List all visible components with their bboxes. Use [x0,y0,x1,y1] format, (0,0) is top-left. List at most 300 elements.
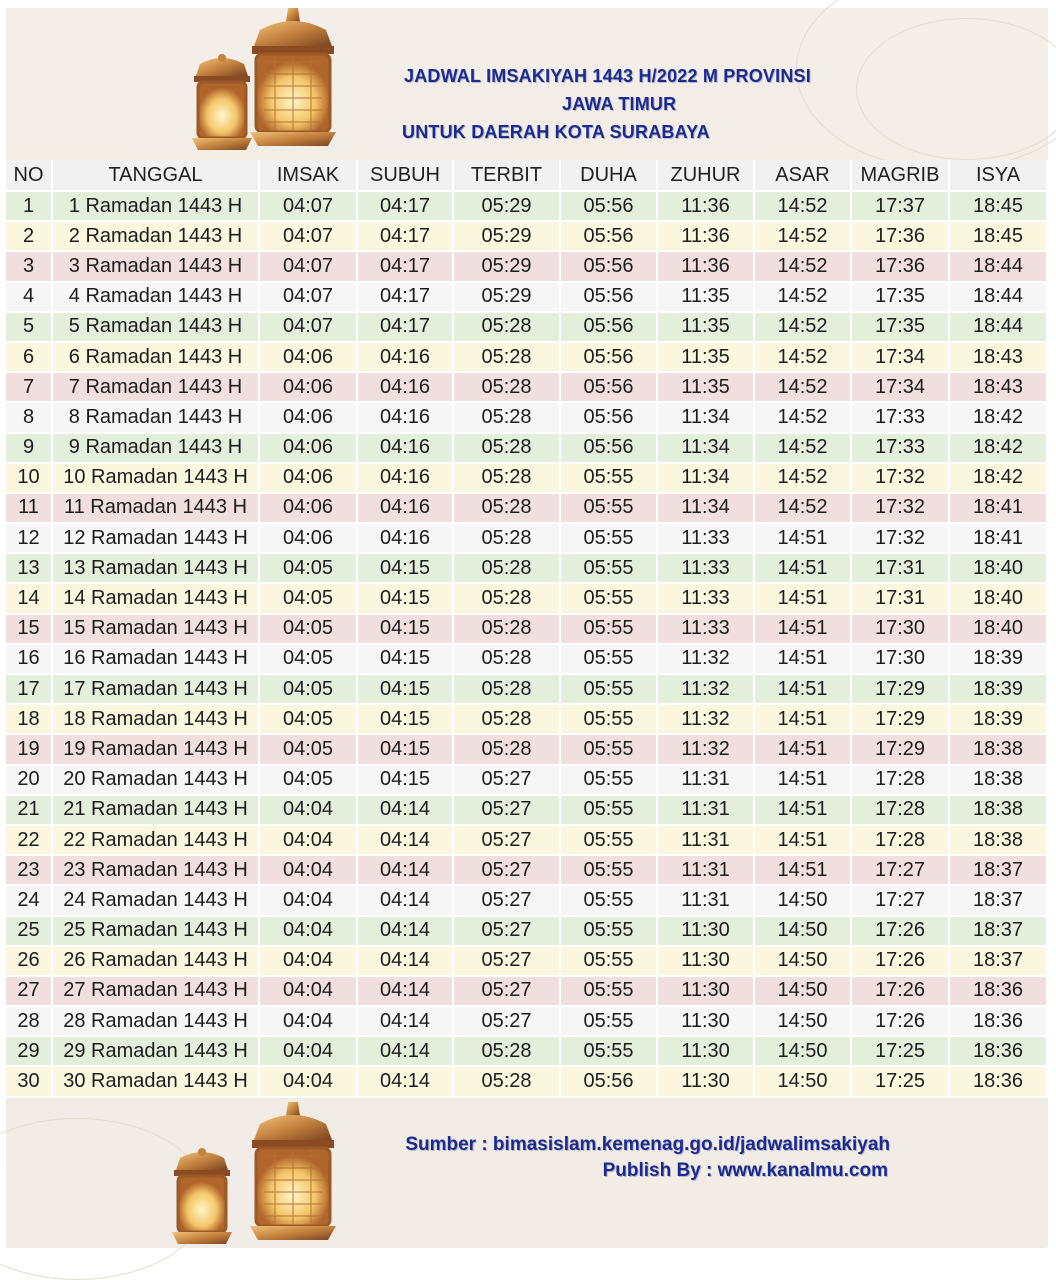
cell-isya: 18:44 [950,252,1048,282]
cell-terbit: 05:28 [454,373,561,403]
cell-duha: 05:56 [561,192,658,222]
cell-terbit: 05:27 [454,796,561,826]
cell-tanggal: 15 Ramadan 1443 H [53,615,260,645]
table-row [6,554,1048,584]
cell-asar: 14:51 [755,584,852,614]
cell-isya: 18:36 [950,977,1048,1007]
header-no: NO [6,160,53,192]
cell-duha: 05:55 [561,705,658,735]
cell-imsak: 04:04 [260,796,358,826]
cell-magrib: 17:33 [852,434,950,464]
header-isya: ISYA [950,160,1048,192]
cell-terbit: 05:28 [454,615,561,645]
cell-asar: 14:50 [755,1007,852,1037]
cell-subuh: 04:15 [358,554,454,584]
cell-no: 24 [6,886,53,916]
cell-zuhur: 11:30 [658,947,755,977]
cell-imsak: 04:06 [260,373,358,403]
cell-subuh: 04:14 [358,1007,454,1037]
cell-tanggal: 1 Ramadan 1443 H [53,192,260,222]
cell-no: 27 [6,977,53,1007]
cell-zuhur: 11:34 [658,494,755,524]
cell-asar: 14:50 [755,947,852,977]
cell-subuh: 04:17 [358,283,454,313]
cell-imsak: 04:06 [260,464,358,494]
cell-no: 3 [6,252,53,282]
header-duha: DUHA [561,160,658,192]
cell-subuh: 04:16 [358,524,454,554]
cell-subuh: 04:14 [358,917,454,947]
cell-zuhur: 11:36 [658,192,755,222]
cell-imsak: 04:06 [260,524,358,554]
cell-terbit: 05:27 [454,886,561,916]
cell-magrib: 17:36 [852,252,950,282]
cell-zuhur: 11:30 [658,1007,755,1037]
cell-no: 19 [6,735,53,765]
cell-tanggal: 27 Ramadan 1443 H [53,977,260,1007]
cell-no: 20 [6,766,53,796]
cell-duha: 05:56 [561,373,658,403]
table-row [6,252,1048,282]
cell-duha: 05:56 [561,1067,658,1097]
cell-zuhur: 11:35 [658,373,755,403]
cell-tanggal: 13 Ramadan 1443 H [53,554,260,584]
cell-subuh: 04:17 [358,222,454,252]
cell-terbit: 05:29 [454,192,561,222]
cell-imsak: 04:04 [260,917,358,947]
cell-tanggal: 28 Ramadan 1443 H [53,1007,260,1037]
cell-duha: 05:56 [561,313,658,343]
cell-zuhur: 11:33 [658,615,755,645]
cell-isya: 18:39 [950,705,1048,735]
cell-asar: 14:52 [755,464,852,494]
cell-terbit: 05:28 [454,403,561,433]
cell-terbit: 05:28 [454,1037,561,1067]
cell-terbit: 05:27 [454,1007,561,1037]
cell-asar: 14:50 [755,1037,852,1067]
cell-duha: 05:55 [561,615,658,645]
cell-imsak: 04:05 [260,554,358,584]
cell-zuhur: 11:30 [658,1037,755,1067]
cell-subuh: 04:14 [358,947,454,977]
cell-asar: 14:52 [755,252,852,282]
table-row [6,524,1048,554]
header-tanggal: TANGGAL [53,160,260,192]
cell-zuhur: 11:33 [658,584,755,614]
cell-tanggal: 23 Ramadan 1443 H [53,856,260,886]
cell-magrib: 17:29 [852,735,950,765]
title-line-2: JAWA TIMUR [562,94,677,114]
cell-no: 7 [6,373,53,403]
cell-duha: 05:55 [561,645,658,675]
cell-subuh: 04:16 [358,343,454,373]
cell-no: 13 [6,554,53,584]
cell-zuhur: 11:35 [658,313,755,343]
cell-asar: 14:52 [755,373,852,403]
cell-magrib: 17:28 [852,826,950,856]
cell-asar: 14:51 [755,826,852,856]
cell-terbit: 05:29 [454,283,561,313]
lantern-icon [160,1102,370,1252]
cell-isya: 18:40 [950,584,1048,614]
cell-asar: 14:51 [755,796,852,826]
cell-terbit: 05:27 [454,766,561,796]
cell-duha: 05:55 [561,584,658,614]
cell-asar: 14:51 [755,615,852,645]
table-row [6,977,1048,1007]
cell-tanggal: 4 Ramadan 1443 H [53,283,260,313]
cell-imsak: 04:05 [260,615,358,645]
cell-isya: 18:41 [950,524,1048,554]
cell-no: 25 [6,917,53,947]
cell-imsak: 04:06 [260,403,358,433]
cell-zuhur: 11:34 [658,464,755,494]
cell-terbit: 05:29 [454,222,561,252]
cell-zuhur: 11:33 [658,554,755,584]
cell-zuhur: 11:34 [658,403,755,433]
cell-magrib: 17:29 [852,705,950,735]
cell-no: 4 [6,283,53,313]
cell-isya: 18:38 [950,796,1048,826]
table-row [6,886,1048,916]
cell-subuh: 04:16 [358,403,454,433]
cell-subuh: 04:14 [358,1037,454,1067]
cell-tanggal: 10 Ramadan 1443 H [53,464,260,494]
cell-terbit: 05:28 [454,675,561,705]
cell-terbit: 05:28 [454,735,561,765]
cell-imsak: 04:06 [260,434,358,464]
cell-imsak: 04:05 [260,645,358,675]
cell-duha: 05:56 [561,434,658,464]
cell-no: 9 [6,434,53,464]
cell-duha: 05:55 [561,524,658,554]
table-row [6,313,1048,343]
cell-magrib: 17:28 [852,766,950,796]
table-row [6,584,1048,614]
table-row [6,675,1048,705]
cell-zuhur: 11:34 [658,434,755,464]
title-line-1: JADWAL IMSAKIYAH 1443 H/2022 M PROVINSI [404,66,811,86]
cell-asar: 14:51 [755,705,852,735]
cell-imsak: 04:04 [260,1067,358,1097]
cell-terbit: 05:28 [454,1067,561,1097]
table-row [6,343,1048,373]
table-row [6,645,1048,675]
cell-imsak: 04:07 [260,252,358,282]
table-row [6,403,1048,433]
cell-zuhur: 11:31 [658,826,755,856]
cell-asar: 14:52 [755,494,852,524]
cell-duha: 05:56 [561,343,658,373]
cell-magrib: 17:31 [852,554,950,584]
cell-zuhur: 11:35 [658,343,755,373]
cell-terbit: 05:28 [454,494,561,524]
table-row [6,766,1048,796]
cell-no: 29 [6,1037,53,1067]
cell-subuh: 04:14 [358,796,454,826]
table-row [6,1037,1048,1067]
cell-no: 10 [6,464,53,494]
cell-asar: 14:50 [755,977,852,1007]
cell-isya: 18:37 [950,917,1048,947]
header-imsak: IMSAK [260,160,358,192]
cell-imsak: 04:07 [260,283,358,313]
table-row [6,1007,1048,1037]
cell-imsak: 04:04 [260,977,358,1007]
cell-isya: 18:44 [950,313,1048,343]
title-line-3: UNTUK DAERAH KOTA SURABAYA [402,122,710,142]
cell-magrib: 17:37 [852,192,950,222]
cell-magrib: 17:36 [852,222,950,252]
cell-tanggal: 8 Ramadan 1443 H [53,403,260,433]
cell-magrib: 17:34 [852,373,950,403]
cell-imsak: 04:04 [260,1007,358,1037]
cell-duha: 05:56 [561,222,658,252]
source-text: Sumber : bimasislam.kemenag.go.id/jadwalimsakiyah [405,1134,890,1155]
cell-magrib: 17:34 [852,343,950,373]
header-asar: ASAR [755,160,852,192]
cell-subuh: 04:16 [358,434,454,464]
cell-isya: 18:36 [950,1007,1048,1037]
cell-tanggal: 12 Ramadan 1443 H [53,524,260,554]
cell-tanggal: 5 Ramadan 1443 H [53,313,260,343]
cell-imsak: 04:06 [260,494,358,524]
cell-duha: 05:55 [561,947,658,977]
cell-asar: 14:52 [755,283,852,313]
cell-magrib: 17:35 [852,283,950,313]
cell-asar: 14:52 [755,313,852,343]
cell-terbit: 05:27 [454,917,561,947]
cell-isya: 18:37 [950,947,1048,977]
cell-no: 8 [6,403,53,433]
cell-isya: 18:45 [950,192,1048,222]
cell-terbit: 05:27 [454,826,561,856]
table-row [6,283,1048,313]
cell-imsak: 04:07 [260,313,358,343]
cell-subuh: 04:14 [358,886,454,916]
cell-isya: 18:42 [950,434,1048,464]
cell-asar: 14:52 [755,434,852,464]
cell-asar: 14:50 [755,1067,852,1097]
cell-magrib: 17:35 [852,313,950,343]
table-row [6,856,1048,886]
cell-subuh: 04:17 [358,192,454,222]
cell-tanggal: 7 Ramadan 1443 H [53,373,260,403]
cell-magrib: 17:31 [852,584,950,614]
cell-isya: 18:43 [950,343,1048,373]
header-magrib: MAGRIB [852,160,950,192]
cell-isya: 18:36 [950,1067,1048,1097]
cell-tanggal: 17 Ramadan 1443 H [53,675,260,705]
table-row [6,735,1048,765]
cell-asar: 14:51 [755,554,852,584]
cell-zuhur: 11:32 [658,645,755,675]
cell-no: 14 [6,584,53,614]
table-row [6,373,1048,403]
cell-zuhur: 11:30 [658,1067,755,1097]
cell-tanggal: 19 Ramadan 1443 H [53,735,260,765]
cell-isya: 18:38 [950,735,1048,765]
cell-isya: 18:39 [950,645,1048,675]
cell-tanggal: 29 Ramadan 1443 H [53,1037,260,1067]
table-row [6,494,1048,524]
cell-subuh: 04:15 [358,645,454,675]
cell-terbit: 05:29 [454,252,561,282]
cell-no: 5 [6,313,53,343]
cell-imsak: 04:07 [260,192,358,222]
cell-subuh: 04:15 [358,735,454,765]
cell-terbit: 05:28 [454,645,561,675]
cell-magrib: 17:32 [852,524,950,554]
cell-magrib: 17:25 [852,1067,950,1097]
cell-no: 2 [6,222,53,252]
cell-imsak: 04:07 [260,222,358,252]
cell-no: 17 [6,675,53,705]
cell-no: 6 [6,343,53,373]
cell-asar: 14:52 [755,343,852,373]
cell-magrib: 17:27 [852,886,950,916]
cell-magrib: 17:26 [852,977,950,1007]
table-row [6,1067,1048,1097]
cell-terbit: 05:28 [454,434,561,464]
cell-subuh: 04:15 [358,705,454,735]
cell-magrib: 17:26 [852,947,950,977]
cell-duha: 05:55 [561,554,658,584]
cell-zuhur: 11:31 [658,766,755,796]
cell-tanggal: 21 Ramadan 1443 H [53,796,260,826]
cell-zuhur: 11:33 [658,524,755,554]
header-terbit: TERBIT [454,160,561,192]
cell-zuhur: 11:30 [658,917,755,947]
cell-isya: 18:43 [950,373,1048,403]
cell-no: 1 [6,192,53,222]
cell-magrib: 17:32 [852,464,950,494]
cell-terbit: 05:28 [454,313,561,343]
cell-zuhur: 11:32 [658,705,755,735]
cell-isya: 18:44 [950,283,1048,313]
cell-zuhur: 11:32 [658,735,755,765]
cell-terbit: 05:28 [454,524,561,554]
cell-magrib: 17:30 [852,645,950,675]
cell-duha: 05:56 [561,252,658,282]
table-row [6,796,1048,826]
cell-zuhur: 11:31 [658,796,755,826]
cell-no: 30 [6,1067,53,1097]
cell-terbit: 05:27 [454,947,561,977]
cell-asar: 14:52 [755,403,852,433]
cell-isya: 18:37 [950,886,1048,916]
cell-subuh: 04:15 [358,584,454,614]
cell-asar: 14:51 [755,766,852,796]
cell-magrib: 17:33 [852,403,950,433]
cell-subuh: 04:14 [358,1067,454,1097]
cell-duha: 05:55 [561,494,658,524]
cell-tanggal: 16 Ramadan 1443 H [53,645,260,675]
cell-duha: 05:55 [561,826,658,856]
cell-isya: 18:37 [950,856,1048,886]
cell-asar: 14:51 [755,524,852,554]
cell-magrib: 17:29 [852,675,950,705]
cell-isya: 18:36 [950,1037,1048,1067]
imsakiyah-table [6,160,1048,1098]
publisher-text: Publish By : www.kanalmu.com [602,1160,888,1181]
cell-imsak: 04:05 [260,735,358,765]
cell-magrib: 17:30 [852,615,950,645]
cell-no: 12 [6,524,53,554]
cell-no: 11 [6,494,53,524]
cell-magrib: 17:26 [852,917,950,947]
cell-imsak: 04:05 [260,675,358,705]
cell-imsak: 04:04 [260,886,358,916]
table-row [6,615,1048,645]
cell-no: 21 [6,796,53,826]
cell-tanggal: 2 Ramadan 1443 H [53,222,260,252]
cell-asar: 14:51 [755,735,852,765]
header-zuhur: ZUHUR [658,160,755,192]
cell-no: 22 [6,826,53,856]
cell-asar: 14:52 [755,192,852,222]
cell-duha: 05:55 [561,856,658,886]
cell-asar: 14:51 [755,675,852,705]
cell-tanggal: 6 Ramadan 1443 H [53,343,260,373]
cell-tanggal: 26 Ramadan 1443 H [53,947,260,977]
cell-isya: 18:38 [950,766,1048,796]
cell-isya: 18:42 [950,464,1048,494]
cell-subuh: 04:17 [358,313,454,343]
cell-asar: 14:51 [755,856,852,886]
header-subuh: SUBUH [358,160,454,192]
cell-magrib: 17:32 [852,494,950,524]
cell-subuh: 04:16 [358,494,454,524]
cell-no: 15 [6,615,53,645]
title-block [380,62,860,146]
cell-duha: 05:55 [561,977,658,1007]
cell-imsak: 04:04 [260,947,358,977]
table-row [6,826,1048,856]
cell-tanggal: 22 Ramadan 1443 H [53,826,260,856]
cell-subuh: 04:16 [358,464,454,494]
cell-subuh: 04:15 [358,766,454,796]
cell-asar: 14:52 [755,222,852,252]
cell-isya: 18:41 [950,494,1048,524]
table-row [6,434,1048,464]
cell-tanggal: 11 Ramadan 1443 H [53,494,260,524]
cell-duha: 05:56 [561,283,658,313]
cell-magrib: 17:28 [852,796,950,826]
cell-imsak: 04:05 [260,766,358,796]
lantern-icon [160,8,370,160]
cell-duha: 05:55 [561,675,658,705]
cell-terbit: 05:27 [454,977,561,1007]
cell-zuhur: 11:32 [658,675,755,705]
cell-imsak: 04:06 [260,343,358,373]
cell-duha: 05:55 [561,796,658,826]
table-header-row [6,160,1048,192]
cell-duha: 05:55 [561,735,658,765]
cell-terbit: 05:28 [454,705,561,735]
footer [340,1132,900,1184]
cell-terbit: 05:27 [454,856,561,886]
cell-asar: 14:51 [755,645,852,675]
cell-no: 18 [6,705,53,735]
cell-zuhur: 11:31 [658,856,755,886]
cell-asar: 14:50 [755,917,852,947]
cell-subuh: 04:14 [358,826,454,856]
cell-duha: 05:56 [561,403,658,433]
cell-zuhur: 11:30 [658,977,755,1007]
cell-terbit: 05:28 [454,464,561,494]
cell-duha: 05:55 [561,886,658,916]
